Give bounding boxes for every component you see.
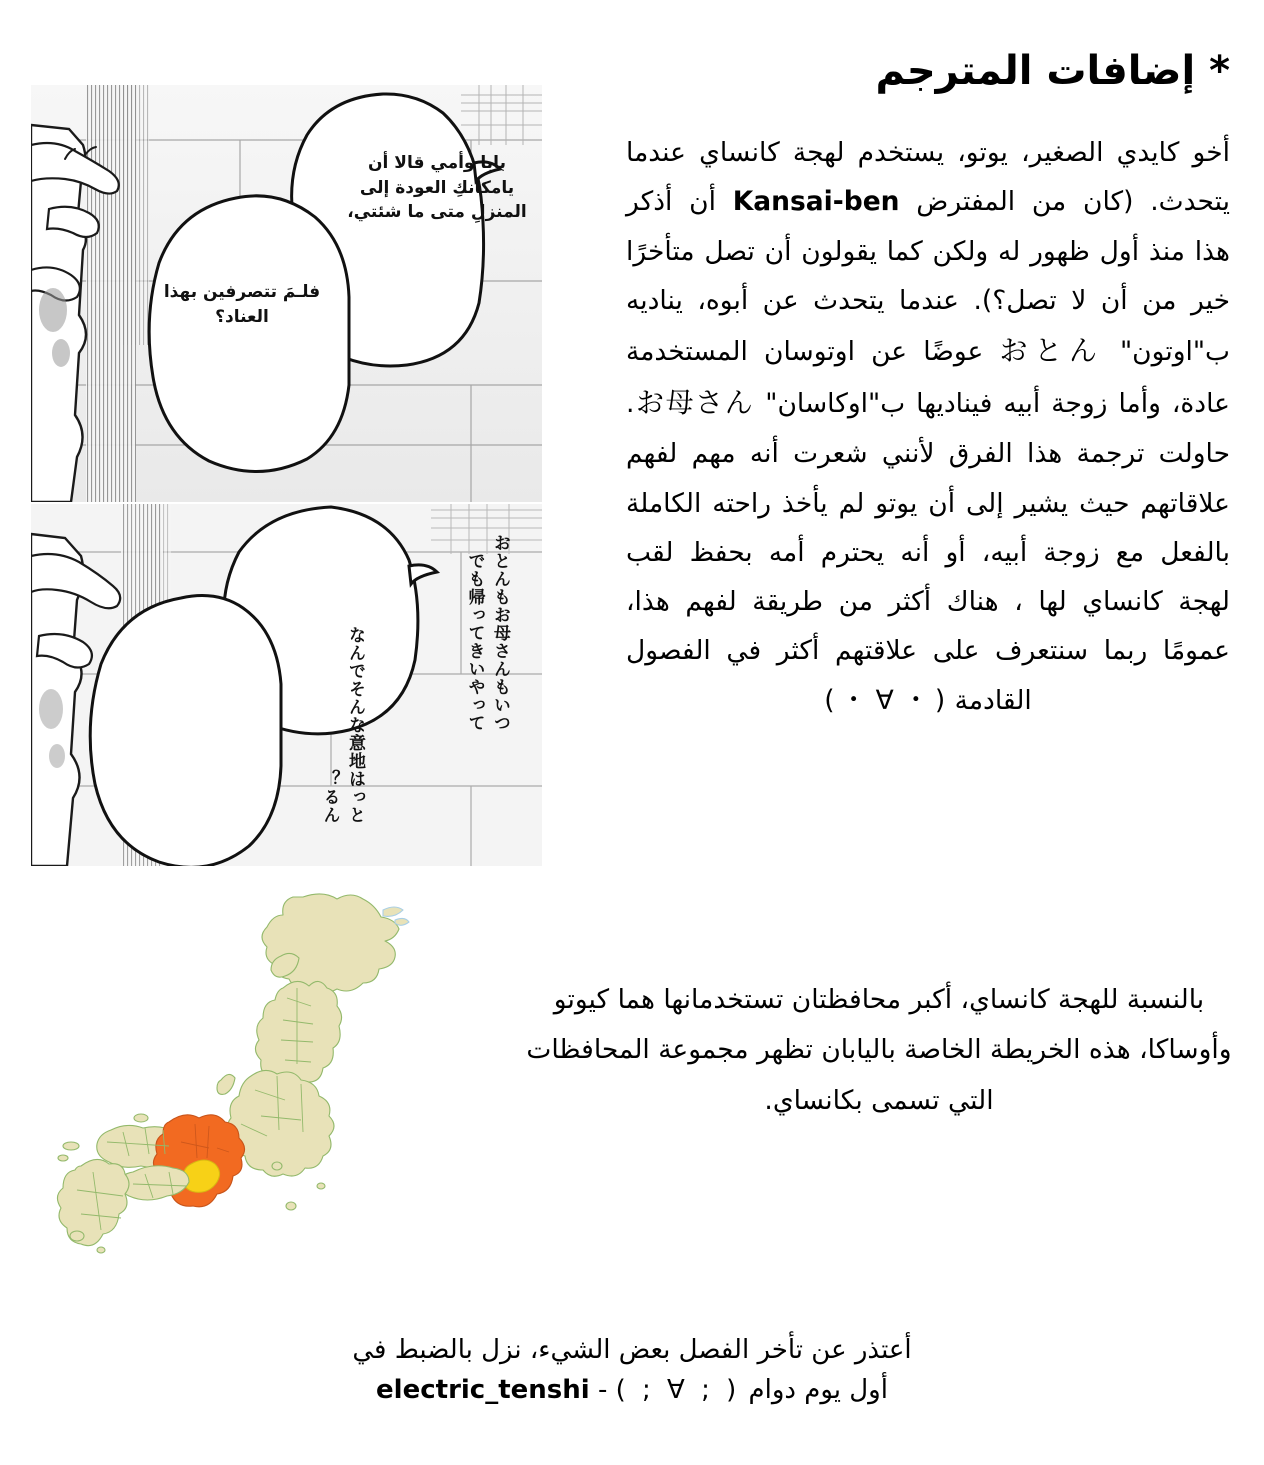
translator-notes-body [626, 128, 1230, 725]
author-handle: electric_tenshi [376, 1375, 590, 1406]
japan-map-svg [45, 880, 435, 1300]
japan-map [45, 880, 435, 1300]
manga-bubble-1-text: بابا وأمي قالا أن يامكانكِ العودة إلى المنزلِ متى ما شئتي، [347, 153, 527, 223]
manga-panel-2 [31, 504, 542, 866]
notes-segment-kao-7: ( ･ ∀ ･ ) [824, 684, 946, 716]
footer-note [0, 1330, 1264, 1411]
notes-segment-jp-3: おとん [992, 334, 1104, 368]
map-caption: بالنسبة للهجة كانساي، أكبر محافظتان تستخدمانها هما كيوتو وأوساكا، هذه الخريطة الخاصة باليابان تظهر مجموعة المحافظات التي تسمى بكانساي. [526, 984, 1232, 1116]
footer-line-2 [0, 1370, 1264, 1410]
footer-dash: - [597, 1375, 608, 1406]
translator-notes [626, 48, 1230, 725]
notes-segment-jp-5: お母さん [634, 386, 755, 420]
footer-line-1: أعتذر عن تأخر الفصل بعض الشيء، نزل بالضبط في [352, 1335, 912, 1365]
page-title: * إضافات المترجم [875, 48, 1230, 94]
manga-bubble-2-text: فلـمَ تتصرفين بهذا العناد؟ [163, 282, 321, 327]
manga-bubble-4-text: なんでそんな意地はっとるん？ [319, 626, 365, 824]
map-section [0, 880, 1264, 1310]
footer-emoticon: ( ; ∀ ; ) [615, 1375, 741, 1406]
notes-segment-ar-0: أخو كايدي الصغير، يوتو، يستخدم لهجة كانساي عندما يتحدث. (كان من المفترض [626, 137, 1230, 218]
footer-line-2-prefix: أول يوم دوام [748, 1375, 888, 1406]
notes-segment-ar-4: عوضًا عن اوتوسان المستخدمة عادة، وأما زوجة أبيه فيناديها ب"اوكاسان" [626, 336, 1230, 420]
manga-excerpt [31, 85, 542, 866]
notes-segment-ar-2: أن أذكر هذا منذ أول ظهور له ولكن كما يقولون أن تصل متأخرًا خير من أن لا تصل؟). عندما يتحدث عن أبوه، يناديه ب"اوتون" [626, 186, 1230, 368]
notes-segment-ar-6: . حاولت ترجمة هذا الفرق لأنني شعرت أنه مهم لفهم علاقاتهم حيث يشير إلى أن يوتو لم يأخذ راحته الكاملة بالفعل مع زوجة أبيه، أو أنه يحترم أمه بحفظ لقب لهجة كانساي لها ، هناك أكثر من طريقة لفهم هذا، عمومًا ربما سنتعرف على علاقتهم أكثر في الفصول القادمة [626, 388, 1230, 716]
notes-segment-latin-1: Kansai-ben [732, 186, 900, 218]
manga-bubble-3-text: おとんもお母さんもいつでも帰ってきいやって [464, 534, 510, 732]
manga-panel-1 [31, 85, 542, 504]
